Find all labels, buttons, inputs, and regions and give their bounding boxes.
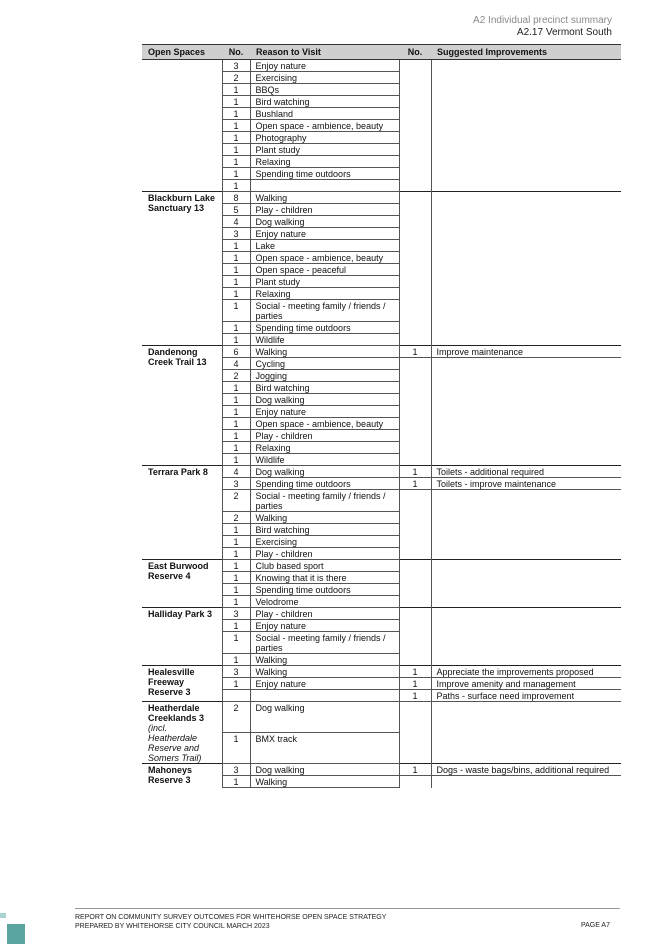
reason-text: Bushland: [250, 108, 399, 120]
table-row: [142, 560, 621, 572]
improvement-count-empty: [399, 394, 431, 406]
reason-count: 1: [222, 334, 250, 346]
open-space-name: [142, 560, 222, 608]
reason-text: Enjoy nature: [250, 228, 399, 240]
reason-count: 1: [222, 288, 250, 300]
improvement-text-empty: [431, 512, 621, 524]
reason-count-empty: [222, 690, 250, 702]
reason-text: Spending time outdoors: [250, 168, 399, 180]
open-space-name: [142, 60, 222, 192]
improvement-text: Appreciate the improvements proposed: [431, 666, 621, 678]
reason-text: Spending time outdoors: [250, 584, 399, 596]
improvement-count-empty: [399, 608, 431, 620]
reason-count: 4: [222, 466, 250, 478]
reason-count: 1: [222, 84, 250, 96]
improvement-count-empty: [399, 168, 431, 180]
improvement-text-empty: [431, 596, 621, 608]
reason-count: 2: [222, 702, 250, 733]
reason-text: [250, 180, 399, 192]
reason-count: 3: [222, 60, 250, 72]
reason-count: 3: [222, 228, 250, 240]
reason-text: Club based sport: [250, 560, 399, 572]
reason-count: 1: [222, 654, 250, 666]
reason-count: 1: [222, 382, 250, 394]
improvement-text: Toilets - improve maintenance: [431, 478, 621, 490]
improvement-text-empty: [431, 406, 621, 418]
improvement-count: 1: [399, 678, 431, 690]
reason-text: Enjoy nature: [250, 406, 399, 418]
improvement-count-empty: [399, 572, 431, 584]
reason-text: Wildlife: [250, 334, 399, 346]
reason-text: Plant study: [250, 276, 399, 288]
table-row: [142, 60, 621, 72]
improvement-count-empty: [399, 322, 431, 334]
col-improvements: Suggested Improvements: [431, 45, 621, 60]
reason-text: Enjoy nature: [250, 60, 399, 72]
reason-text: Knowing that it is there: [250, 572, 399, 584]
improvement-count-empty: [399, 512, 431, 524]
improvement-text-empty: [431, 252, 621, 264]
reason-text: Spending time outdoors: [250, 322, 399, 334]
improvement-count-empty: [399, 300, 431, 322]
improvement-text-empty: [431, 240, 621, 252]
open-space-label: Terrara Park 8: [148, 467, 208, 477]
improvement-count-empty: [399, 276, 431, 288]
reason-count: 1: [222, 584, 250, 596]
reason-text: Social - meeting family / friends / parties: [250, 632, 399, 654]
improvement-count-empty: [399, 584, 431, 596]
reason-text: Plant study: [250, 144, 399, 156]
table-row: [142, 666, 621, 678]
improvement-text-empty: [431, 394, 621, 406]
reason-text: Walking: [250, 346, 399, 358]
reason-count: 1: [222, 96, 250, 108]
table-row: [142, 764, 621, 776]
reason-count: 1: [222, 678, 250, 690]
improvement-text-empty: [431, 370, 621, 382]
open-space-name: [142, 666, 222, 702]
improvement-text-empty: [431, 733, 621, 764]
improvement-count-empty: [399, 60, 431, 72]
improvement-count-empty: [399, 418, 431, 430]
reason-text: Dog walking: [250, 216, 399, 228]
improvement-count-empty: [399, 490, 431, 512]
improvement-count-empty: [399, 84, 431, 96]
reason-count: 1: [222, 144, 250, 156]
reason-text: Lake: [250, 240, 399, 252]
table-row: [142, 608, 621, 620]
reason-text: Social - meeting family / friends / parties: [250, 300, 399, 322]
reason-count: 1: [222, 548, 250, 560]
improvement-text-empty: [431, 228, 621, 240]
reason-count: 1: [222, 733, 250, 764]
reason-count: 1: [222, 560, 250, 572]
reason-count: 1: [222, 264, 250, 276]
reason-text-empty: [250, 690, 399, 702]
reason-count: 2: [222, 512, 250, 524]
reason-text: Dog walking: [250, 394, 399, 406]
reason-text: Open space - ambience, beauty: [250, 120, 399, 132]
open-space-label: Mahoneys Reserve 3: [148, 765, 193, 785]
improvement-count: 1: [399, 764, 431, 776]
improvement-count-empty: [399, 228, 431, 240]
reason-count: 1: [222, 108, 250, 120]
improvement-count-empty: [399, 596, 431, 608]
improvement-count-empty: [399, 72, 431, 84]
reason-text: Bird watching: [250, 382, 399, 394]
footer-line-1: REPORT ON COMMUNITY SURVEY OUTCOMES FOR WHITEHORSE OPEN SPACE STRATEGY: [75, 914, 387, 921]
improvement-text-empty: [431, 300, 621, 322]
improvement-count-empty: [399, 192, 431, 204]
improvement-count: 1: [399, 346, 431, 358]
reason-text: BMX track: [250, 733, 399, 764]
decor-square-large: [7, 924, 25, 944]
improvement-text-empty: [431, 632, 621, 654]
reason-count: 2: [222, 72, 250, 84]
improvement-count-empty: [399, 288, 431, 300]
reason-text: Play - children: [250, 608, 399, 620]
reason-count: 3: [222, 666, 250, 678]
improvement-text-empty: [431, 454, 621, 466]
improvement-text-empty: [431, 276, 621, 288]
improvement-count-empty: [399, 156, 431, 168]
improvement-count-empty: [399, 264, 431, 276]
open-space-name: [142, 702, 222, 764]
improvement-text-empty: [431, 536, 621, 548]
improvement-text-empty: [431, 72, 621, 84]
table-row: [142, 346, 621, 358]
improvement-count-empty: [399, 560, 431, 572]
col-no-improvements: No.: [399, 45, 431, 60]
reason-text: Relaxing: [250, 156, 399, 168]
table-body: [142, 60, 621, 788]
improvement-text-empty: [431, 216, 621, 228]
improvement-text-empty: [431, 776, 621, 788]
reason-count: 1: [222, 240, 250, 252]
open-space-label: Blackburn Lake Sanctuary 13: [148, 193, 216, 213]
improvement-count-empty: [399, 96, 431, 108]
footer: [75, 913, 386, 931]
table-row: [142, 192, 621, 204]
improvement-text-empty: [431, 548, 621, 560]
reason-count: 1: [222, 572, 250, 584]
reason-count: 2: [222, 490, 250, 512]
reason-count: 1: [222, 454, 250, 466]
table-row: [142, 466, 621, 478]
reason-text: Play - children: [250, 548, 399, 560]
improvement-text-empty: [431, 144, 621, 156]
improvement-count-empty: [399, 252, 431, 264]
precinct-title: A2.17 Vermont South: [516, 27, 612, 38]
improvement-text-empty: [431, 620, 621, 632]
open-space-label: Heatherdale Creeklands 3: [148, 703, 205, 723]
reason-count: 1: [222, 596, 250, 608]
improvement-count-empty: [399, 120, 431, 132]
reason-text: Cycling: [250, 358, 399, 370]
reason-text: Walking: [250, 512, 399, 524]
reason-text: BBQs: [250, 84, 399, 96]
reason-count: 1: [222, 430, 250, 442]
reason-text: Open space - ambience, beauty: [250, 418, 399, 430]
open-space-name: [142, 466, 222, 560]
reason-count: 4: [222, 358, 250, 370]
improvement-count-empty: [399, 132, 431, 144]
open-space-name: [142, 346, 222, 466]
improvement-text-empty: [431, 96, 621, 108]
improvement-text-empty: [431, 156, 621, 168]
section-title: A2 Individual precinct summary: [473, 15, 612, 26]
improvement-count-empty: [399, 108, 431, 120]
reason-count: 1: [222, 442, 250, 454]
improvement-count-empty: [399, 144, 431, 156]
improvement-count-empty: [399, 180, 431, 192]
improvement-count-empty: [399, 776, 431, 788]
col-reason: Reason to Visit: [250, 45, 399, 60]
open-space-name: [142, 192, 222, 346]
col-open-spaces: Open Spaces: [142, 45, 222, 60]
improvement-text-empty: [431, 608, 621, 620]
reason-text: Dog walking: [250, 702, 399, 733]
improvement-count-empty: [399, 733, 431, 764]
open-space-label: East Burwood Reserve 4: [148, 561, 209, 581]
improvement-text-empty: [431, 288, 621, 300]
table-header-row: [142, 45, 621, 60]
improvement-text-empty: [431, 382, 621, 394]
improvement-text: Toilets - additional required: [431, 466, 621, 478]
reason-count: 1: [222, 418, 250, 430]
reason-count: 1: [222, 300, 250, 322]
reason-count: 4: [222, 216, 250, 228]
improvement-text-empty: [431, 490, 621, 512]
reason-text: Velodrome: [250, 596, 399, 608]
reason-text: Walking: [250, 654, 399, 666]
reason-count: 1: [222, 252, 250, 264]
reason-count: 1: [222, 322, 250, 334]
reason-text: Play - children: [250, 204, 399, 216]
improvement-text-empty: [431, 180, 621, 192]
improvement-text-empty: [431, 132, 621, 144]
reason-text: Exercising: [250, 72, 399, 84]
open-space-name: [142, 608, 222, 666]
improvement-count: 1: [399, 666, 431, 678]
reason-text: Open space - ambience, beauty: [250, 252, 399, 264]
reason-count: 5: [222, 204, 250, 216]
open-space-label: Halliday Park 3: [148, 609, 213, 619]
improvement-count: 1: [399, 466, 431, 478]
reason-text: Enjoy nature: [250, 620, 399, 632]
improvement-count-empty: [399, 240, 431, 252]
improvement-text-empty: [431, 584, 621, 596]
improvement-text-empty: [431, 264, 621, 276]
reason-count: 1: [222, 406, 250, 418]
improvement-text-empty: [431, 168, 621, 180]
improvement-text: Dogs - waste bags/bins, additional required: [431, 764, 621, 776]
improvement-text: Paths - surface need improvement: [431, 690, 621, 702]
improvement-text-empty: [431, 702, 621, 733]
reason-text: Spending time outdoors: [250, 478, 399, 490]
reason-count: 1: [222, 156, 250, 168]
open-space-note: (incl. Heatherdale Reserve and Somers Trail): [148, 723, 202, 763]
reason-count: 1: [222, 132, 250, 144]
improvement-count-empty: [399, 334, 431, 346]
reason-count: 1: [222, 394, 250, 406]
open-space-label: Dandenong Creek Trail 13: [148, 347, 207, 367]
footer-line-2: PREPARED BY WHITEHORSE CITY COUNCIL MARCH 2023: [75, 923, 270, 930]
improvement-count-empty: [399, 454, 431, 466]
improvement-count-empty: [399, 216, 431, 228]
improvement-text-empty: [431, 108, 621, 120]
reason-text: Play - children: [250, 430, 399, 442]
reason-count: 6: [222, 346, 250, 358]
reason-text: Jogging: [250, 370, 399, 382]
reason-count: 1: [222, 276, 250, 288]
improvement-text-empty: [431, 442, 621, 454]
reason-count: 1: [222, 776, 250, 788]
col-no: No.: [222, 45, 250, 60]
reason-text: Photography: [250, 132, 399, 144]
reason-count: 3: [222, 608, 250, 620]
improvement-count-empty: [399, 702, 431, 733]
improvement-count-empty: [399, 632, 431, 654]
improvement-count-empty: [399, 548, 431, 560]
reason-text: Dog walking: [250, 466, 399, 478]
improvement-text-empty: [431, 358, 621, 370]
open-space-name: [142, 764, 222, 788]
improvement-count-empty: [399, 654, 431, 666]
improvement-text-empty: [431, 60, 621, 72]
improvement-text: Improve maintenance: [431, 346, 621, 358]
improvement-text-empty: [431, 204, 621, 216]
improvement-text-empty: [431, 322, 621, 334]
reason-count: 8: [222, 192, 250, 204]
reason-text: Bird watching: [250, 96, 399, 108]
improvement-count: 1: [399, 690, 431, 702]
improvement-count-empty: [399, 370, 431, 382]
improvement-count-empty: [399, 536, 431, 548]
improvement-text-empty: [431, 192, 621, 204]
open-space-label: Healesville Freeway Reserve 3: [148, 667, 195, 697]
improvement-count-empty: [399, 204, 431, 216]
reason-count: 1: [222, 536, 250, 548]
improvement-text: Improve amenity and management: [431, 678, 621, 690]
page-header: [473, 15, 612, 39]
improvement-count-empty: [399, 406, 431, 418]
reason-text: Exercising: [250, 536, 399, 548]
reason-count: 1: [222, 180, 250, 192]
improvement-text-empty: [431, 524, 621, 536]
reason-count: 1: [222, 620, 250, 632]
reason-count: 1: [222, 168, 250, 180]
improvement-text-empty: [431, 654, 621, 666]
improvement-text-empty: [431, 334, 621, 346]
reason-count: 3: [222, 478, 250, 490]
improvement-text-empty: [431, 430, 621, 442]
improvement-text-empty: [431, 418, 621, 430]
reason-text: Walking: [250, 192, 399, 204]
reason-text: Wildlife: [250, 454, 399, 466]
improvement-count-empty: [399, 620, 431, 632]
reason-text: Open space - peaceful: [250, 264, 399, 276]
reason-text: Walking: [250, 666, 399, 678]
improvement-count: 1: [399, 478, 431, 490]
improvement-text-empty: [431, 84, 621, 96]
reason-count: 3: [222, 764, 250, 776]
reason-text: Relaxing: [250, 288, 399, 300]
improvement-count-empty: [399, 382, 431, 394]
reason-text: Bird watching: [250, 524, 399, 536]
reason-text: Social - meeting family / friends / parties: [250, 490, 399, 512]
table-row: [142, 702, 621, 733]
reason-text: Dog walking: [250, 764, 399, 776]
improvement-count-empty: [399, 442, 431, 454]
reason-count: 2: [222, 370, 250, 382]
improvement-text-empty: [431, 572, 621, 584]
page-number: PAGE A7: [580, 922, 610, 929]
improvement-text-empty: [431, 560, 621, 572]
survey-table: [142, 44, 621, 788]
reason-count: 1: [222, 120, 250, 132]
reason-count: 1: [222, 524, 250, 536]
reason-count: 1: [222, 632, 250, 654]
improvement-count-empty: [399, 358, 431, 370]
decor-square-small: [0, 913, 6, 918]
reason-text: Enjoy nature: [250, 678, 399, 690]
reason-text: Relaxing: [250, 442, 399, 454]
footer-rule: [75, 908, 620, 909]
improvement-count-empty: [399, 430, 431, 442]
improvement-text-empty: [431, 120, 621, 132]
reason-text: Walking: [250, 776, 399, 788]
improvement-count-empty: [399, 524, 431, 536]
